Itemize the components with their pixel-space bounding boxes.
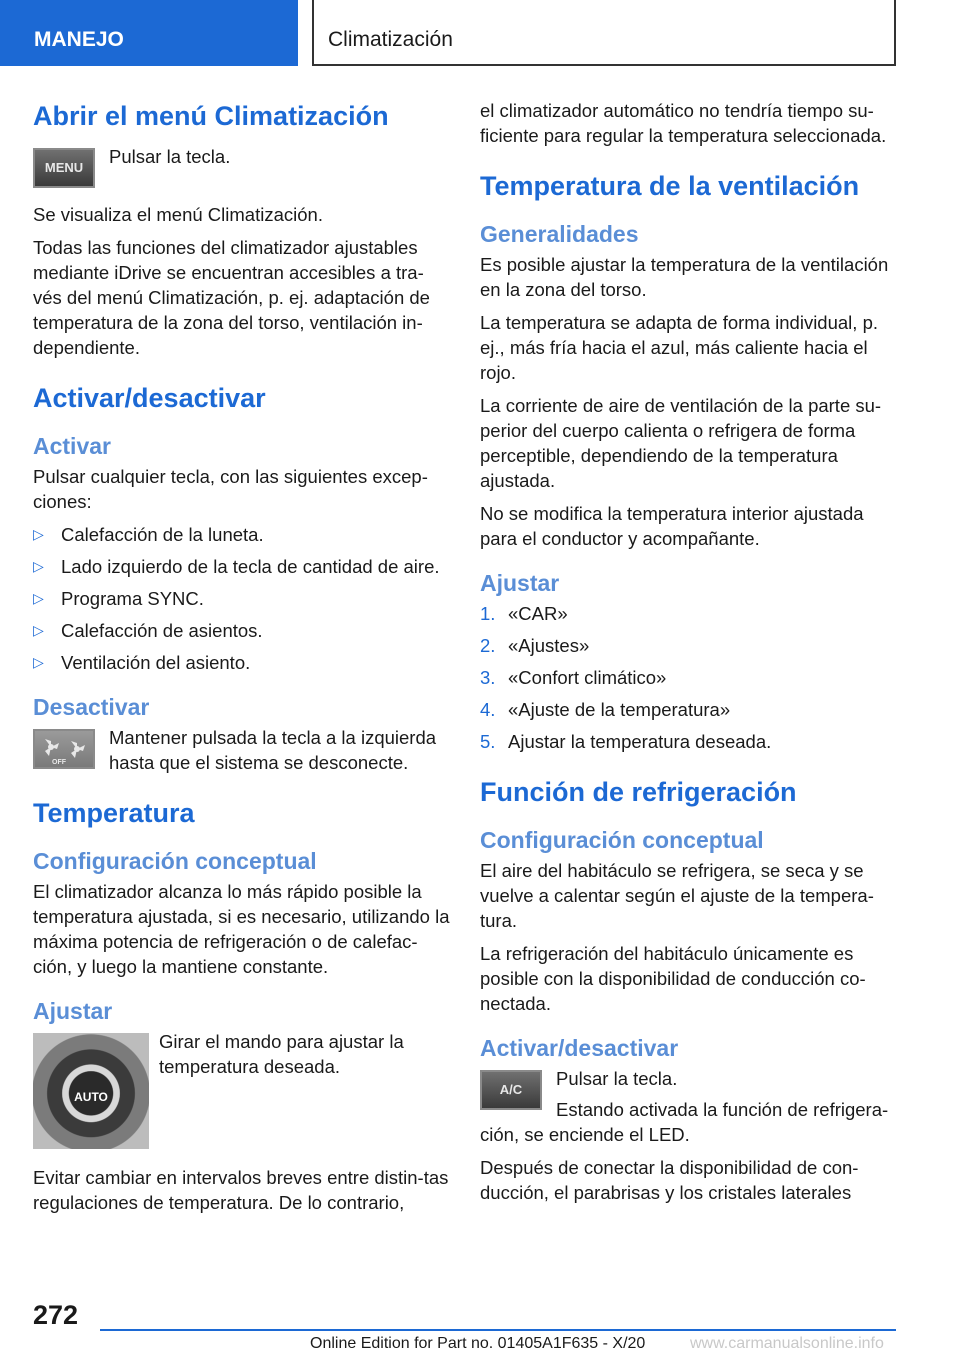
step-number: 1. [480, 603, 496, 624]
list-item [33, 618, 451, 643]
step-number: 3. [480, 667, 496, 688]
heading-funcion-refrigeracion: Función de refrigeración [480, 777, 797, 807]
paragraph: Mantener pulsada la tecla a la izquierda hasta que el sistema se desconecte. [109, 727, 437, 773]
pulsar-tecla-text: Pulsar la tecla. [109, 146, 231, 167]
list-item [33, 586, 451, 611]
triangle-bullet-icon: ▷ [33, 526, 44, 542]
watermark: www.carmanualsonline.info [690, 1335, 884, 1352]
triangle-bullet-icon: ▷ [33, 558, 44, 574]
paragraph: La temperatura se adapta de forma individual, p. ej., más fría hacia el azul, más caliente hacia el rojo. [480, 312, 878, 383]
heading-temp-ventilacion: Temperatura de la ventilación [480, 171, 860, 201]
menu-key-icon: MENU [33, 148, 95, 188]
paragraph: La refrigeración del habitáculo únicamente es posible con la disponibilidad de conducción co-nectada. [480, 943, 866, 1014]
footer-rule [100, 1329, 896, 1331]
step-text: Ajustar la temperatura deseada. [508, 731, 772, 752]
subheading-activar-desactivar: Activar/desactivar [480, 1035, 679, 1061]
temperature-knob-icon [33, 1033, 149, 1149]
subheading-desactivar: Desactivar [33, 694, 150, 720]
paragraph: La corriente de aire de ventilación de la parte su-perior del cuerpo calienta o refrigera de forma perceptible, dependiendo de la temperatura ajustada. [480, 395, 882, 491]
page-number: 272 [33, 1300, 79, 1330]
chapter-title: Climatización [312, 0, 896, 66]
ac-key-row [480, 1066, 900, 1147]
triangle-bullet-icon: ▷ [33, 654, 44, 670]
edition-text: Online Edition for Part no. 01405A1F635 - X/20 [310, 1335, 646, 1352]
subheading-generalidades: Generalidades [480, 221, 639, 247]
list-item-text: Ventilación del asiento. [61, 652, 251, 673]
paragraph: El climatizador alcanza lo más rápido posible la temperatura ajustada, si es necesario, utilizando la máxima potencia de refrigeración o de calefac-ción, y luego la mantiene constante. [33, 881, 450, 977]
paragraph: Girar el mando para ajustar la temperatura deseada. [159, 1031, 404, 1077]
step-number: 2. [480, 635, 496, 656]
list-item-text: Calefacción de la luneta. [61, 524, 264, 545]
step-text: «Confort climático» [508, 667, 667, 688]
subheading-config: Configuración conceptual [33, 848, 317, 874]
list-item [480, 697, 900, 722]
triangle-bullet-icon: ▷ [33, 590, 44, 606]
list-item-text: Calefacción de asientos. [61, 620, 263, 641]
step-number: 4. [480, 699, 496, 720]
list-item-text: Programa SYNC. [61, 588, 204, 609]
paragraph: el climatizador automático no tendría tiempo su-ficiente para regular la temperatura seleccionada. [480, 100, 887, 146]
paragraph: Es posible ajustar la temperatura de la ventilación en la zona del torso. [480, 254, 889, 300]
section-tab: MANEJO [0, 0, 298, 66]
list-item-text: Lado izquierdo de la tecla de cantidad de aire. [61, 556, 440, 577]
fan-icon [35, 731, 93, 767]
knob-row [33, 1029, 451, 1157]
paragraph: El aire del habitáculo se refrigera, se seca y se vuelve a calentar según el ajuste de la tempera-tura. [480, 860, 874, 931]
list-item [33, 554, 451, 579]
list-item [480, 729, 900, 754]
paragraph: Se visualiza el menú Climatización. [33, 204, 323, 225]
step-number: 5. [480, 731, 496, 752]
list-item [33, 522, 451, 547]
left-column [33, 98, 451, 1223]
paragraph: No se modifica la temperatura interior ajustada para el conductor y acompañante. [480, 503, 864, 549]
heading-activar-desactivar: Activar/desactivar [33, 383, 266, 413]
step-text: «CAR» [508, 603, 568, 624]
list-item [480, 601, 900, 626]
step-text: «Ajustes» [508, 635, 590, 656]
ac-key-icon: A/C [480, 1070, 542, 1110]
steps-list [480, 601, 900, 754]
list-item [33, 650, 451, 675]
paragraph: Pulsar cualquier tecla, con las siguientes excep-ciones: [33, 466, 428, 512]
heading-temperatura: Temperatura [33, 798, 195, 828]
menu-key-row [33, 144, 451, 194]
list-item [480, 633, 900, 658]
step-text: «Ajuste de la temperatura» [508, 699, 731, 720]
paragraph: Todas las funciones del climatizador ajustables mediante iDrive se encuentran accesibles a tra-vés del menú Climatización, p. ej. adaptación de temperatura de la zona del torso, ventilación in-dependiente. [33, 237, 430, 358]
fan-off-row [33, 725, 451, 775]
subheading-config: Configuración conceptual [480, 827, 764, 853]
off-label: OFF [52, 759, 66, 766]
pulsar-tecla-text: Pulsar la tecla. [556, 1068, 678, 1089]
paragraph: Evitar cambiar en intervalos breves entre distin-tas regulaciones de temperatura. De lo contrario, [33, 1167, 449, 1213]
knob-label: AUTO [74, 1090, 108, 1104]
paragraph: Después de conectar la disponibilidad de con-ducción, el parabrisas y los cristales laterales [480, 1157, 859, 1203]
subheading-ajustar: Ajustar [33, 998, 113, 1024]
paragraph: Estando activada la función de refrigera-ción, se enciende el LED. [480, 1099, 889, 1145]
subheading-activar: Activar [33, 433, 111, 459]
list-item [480, 665, 900, 690]
heading-abrir-menu: Abrir el menú Climatización [33, 101, 389, 131]
exceptions-list [33, 522, 451, 675]
subheading-ajustar: Ajustar [480, 570, 560, 596]
triangle-bullet-icon: ▷ [33, 622, 44, 638]
right-column [480, 98, 900, 1213]
fan-off-key-icon [33, 729, 95, 769]
